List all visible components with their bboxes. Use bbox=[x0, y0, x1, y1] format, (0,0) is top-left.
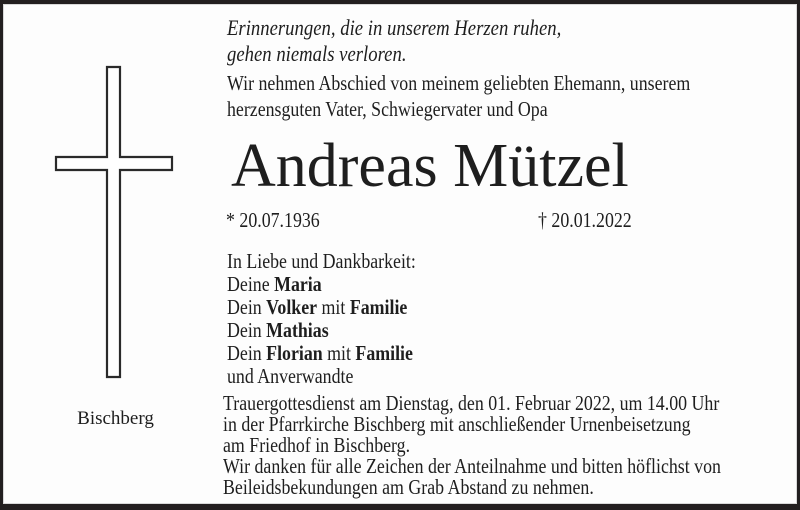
mourners-list bbox=[227, 273, 416, 388]
death-date: † 20.01.2022 bbox=[538, 208, 632, 232]
service-line-1: Trauergottesdienst am Dienstag, den 01. Februar 2022, um 14.00 Uhr bbox=[223, 391, 720, 415]
epitaph bbox=[227, 15, 561, 67]
place-name: Bischberg bbox=[77, 408, 154, 429]
epitaph-line-2: gehen niemals verloren. bbox=[227, 41, 407, 66]
mourner-line: Dein Mathias bbox=[227, 318, 329, 342]
mourners-section bbox=[227, 250, 416, 388]
mourner-line: Dein Volker mit Familie bbox=[227, 295, 408, 319]
service-line-4: Wir danken für alle Zeichen der Anteilnahme und bitten höflichst von bbox=[223, 454, 721, 478]
mourners-heading: In Liebe und Dankbarkeit: bbox=[227, 249, 416, 273]
service-line-2: in der Pfarrkirche Bischberg mit anschließender Urnenbeisetzung bbox=[223, 412, 691, 436]
mourner-line: Deine Maria bbox=[227, 272, 322, 296]
intro-line-2: herzensguten Vater, Schwiegervater und Opa bbox=[227, 97, 548, 121]
intro-line-1: Wir nehmen Abschied von meinem geliebten Ehemann, unserem bbox=[227, 71, 691, 95]
deceased-name: Andreas Mützel bbox=[231, 132, 629, 200]
service-info bbox=[223, 393, 721, 498]
service-line-5: Beileidsbekundungen am Grab Abstand zu nehmen. bbox=[223, 475, 594, 499]
mourner-line: Dein Florian mit Familie bbox=[227, 341, 413, 365]
epitaph-line-1: Erinnerungen, die in unserem Herzen ruhen, bbox=[227, 15, 562, 40]
latin-cross-icon bbox=[54, 64, 174, 380]
intro-text bbox=[227, 70, 690, 122]
mourner-line: und Anverwandte bbox=[227, 364, 354, 388]
birth-date: * 20.07.1936 bbox=[226, 208, 320, 232]
service-line-3: am Friedhof in Bischberg. bbox=[223, 433, 411, 457]
